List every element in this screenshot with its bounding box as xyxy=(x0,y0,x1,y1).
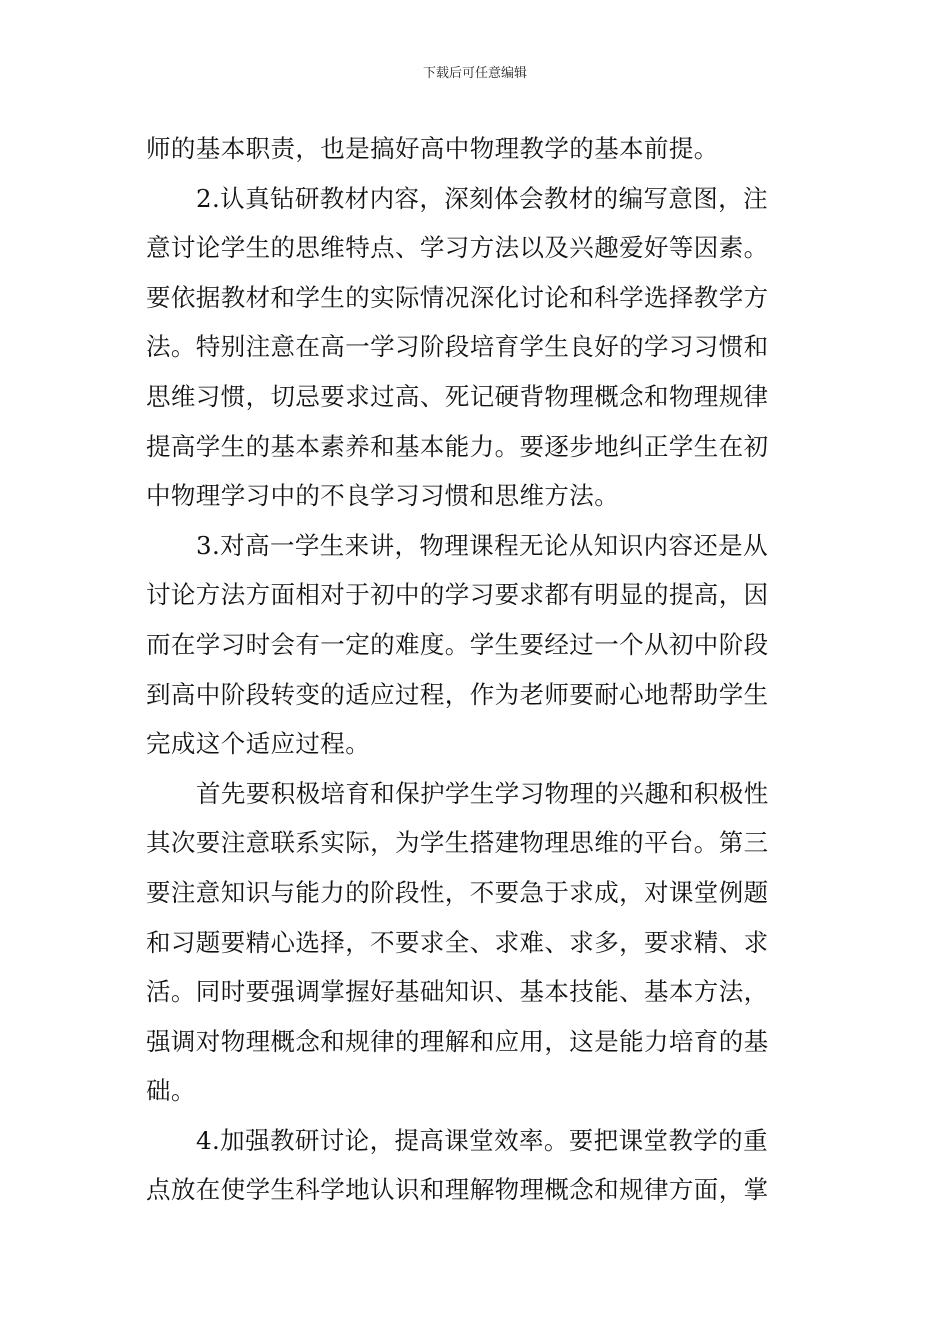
page-header: 下载后可任意编辑 xyxy=(422,66,527,81)
text-line: 要依据教材和学生的实际情况深化讨论和科学选择教学方 xyxy=(146,282,769,312)
document-body xyxy=(146,124,806,1215)
text-line: 础。 xyxy=(146,1076,196,1106)
text-line: 思维习惯，切忌要求过高、死记硬背物理概念和物理规律 xyxy=(146,381,769,411)
text-line: 完成这个适应过程。 xyxy=(146,729,371,759)
text-line: 师的基本职责，也是搞好高中物理教学的基本前提。 xyxy=(146,134,719,163)
text-line: 3.对高一学生来讲，物理课程无论从知识内容还是从 xyxy=(196,530,768,560)
text-line: 而在学习时会有一定的难度。学生要经过一个从初中阶段 xyxy=(146,629,769,659)
text-line: 首先要积极培育和保护学生学习物理的兴趣和积极性 xyxy=(196,778,769,808)
text-line: 和习题要精心选择，不要求全、求难、求多，要求精、求 xyxy=(146,927,769,957)
text-line: 2.认真钻研教材内容，深刻体会教材的编写意图，注 xyxy=(196,183,768,213)
text-line: 法。特别注意在高一学习阶段培育学生良好的学习习惯和 xyxy=(146,332,769,362)
text-line: 中物理学习中的不良学习习惯和思维方法。 xyxy=(146,481,620,511)
text-line: 强调对物理概念和规律的理解和应用，这是能力培育的基 xyxy=(146,1026,769,1056)
text-line: 其次要注意联系实际，为学生搭建物理思维的平台。第三 xyxy=(146,828,769,858)
text-line: 点放在使学生科学地认识和理解物理概念和规律方面，掌 xyxy=(146,1175,769,1205)
text-line: 4.加强教研讨论，提高课堂效率。要把课堂教学的重 xyxy=(196,1125,768,1155)
text-line: 提高学生的基本素养和基本能力。要逐步地纠正学生在初 xyxy=(146,431,769,461)
text-line: 意讨论学生的思维特点、学习方法以及兴趣爱好等因素。 xyxy=(146,233,769,263)
text-line: 要注意知识与能力的阶段性，不要急于求成，对课堂例题 xyxy=(146,877,769,907)
text-line: 到高中阶段转变的适应过程，作为老师要耐心地帮助学生 xyxy=(146,679,769,709)
text-line: 活。同时要强调掌握好基础知识、基本技能、基本方法， xyxy=(146,977,769,1007)
text-line: 讨论方法方面相对于初中的学习要求都有明显的提高，因 xyxy=(146,580,769,610)
